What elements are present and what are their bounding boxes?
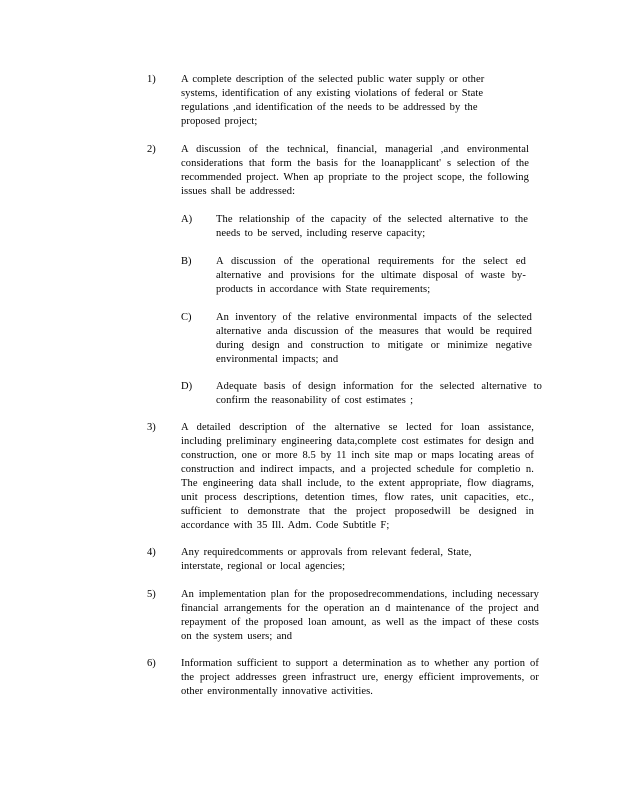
list-item-text: A discussion of the technical, financial, managerial ,and environmental considerations that form the basis for the loanapplicant' s selection of the recommended project. When ap propriate to the project scope, the following issues shall be addressed: (181, 144, 529, 197)
sub-item-number: D) (181, 381, 193, 392)
sub-item-text: An inventory of the relative environmental impacts of the selected alternative anda discussion of the measures that would be required during design and construction to mitigate or minimize negative environmental impacts; and (216, 312, 532, 365)
list-item-text: A detailed description of the alternative se lected for loan assistance, including preliminary engineering data,complete cost estimates for design and construction, one or more 8.5 by 11 inch site map or maps locating areas of construction and indirect impacts, and a projected schedule for completio n. The engineering data shall include, to the extent appropriate, flow diagrams, unit process descriptions, detention times, flow rates, unit capacities, etc., sufficient to demonstrate that the project proposedwill be designed in accordance with 35 Ill. Adm. Code Subtitle F; (181, 422, 534, 531)
list-item-number: 3) (147, 422, 156, 433)
list-item-text: An implementation plan for the proposedrecommendations, including necessary financial arrangements for the operation an d maintenance of the project and repayment of the proposed loan amount, as well as the impact of these costs on the system users; and (181, 589, 539, 642)
list-item-number: 2) (147, 144, 156, 155)
list-item-text: Any requiredcomments or approvals from relevant federal, State, interstate, regional or local agencies; (181, 547, 472, 572)
sub-item-text: Adequate basis of design information for the selected alternative to confirm the reasonability of cost estimates ; (216, 381, 542, 406)
sub-item-number: A) (181, 214, 193, 225)
list-item-text: A complete description of the selected public water supply or other systems, identification of any existing violations of federal or State regulations ,and identification of the needs to be addressed by the proposed project; (181, 74, 485, 127)
list-item-number: 5) (147, 589, 156, 600)
list-item-number: 4) (147, 547, 156, 558)
list-item-text: Information sufficient to support a determination as to whether any portion of the project addresses green infrastruct ure, energy efficient improvements, or other environmentally innovative activities. (181, 658, 539, 697)
list-item-number: 6) (147, 658, 156, 669)
sub-item-number: B) (181, 256, 192, 267)
list-item-number: 1) (147, 74, 156, 85)
sub-item-number: C) (181, 312, 192, 323)
sub-item-text: A discussion of the operational requirements for the select ed alternative and provisions for the ultimate disposal of waste by-products in accordance with State requirements; (216, 256, 526, 295)
sub-item-text: The relationship of the capacity of the selected alternative to the needs to be served, including reserve capacity; (216, 214, 528, 239)
